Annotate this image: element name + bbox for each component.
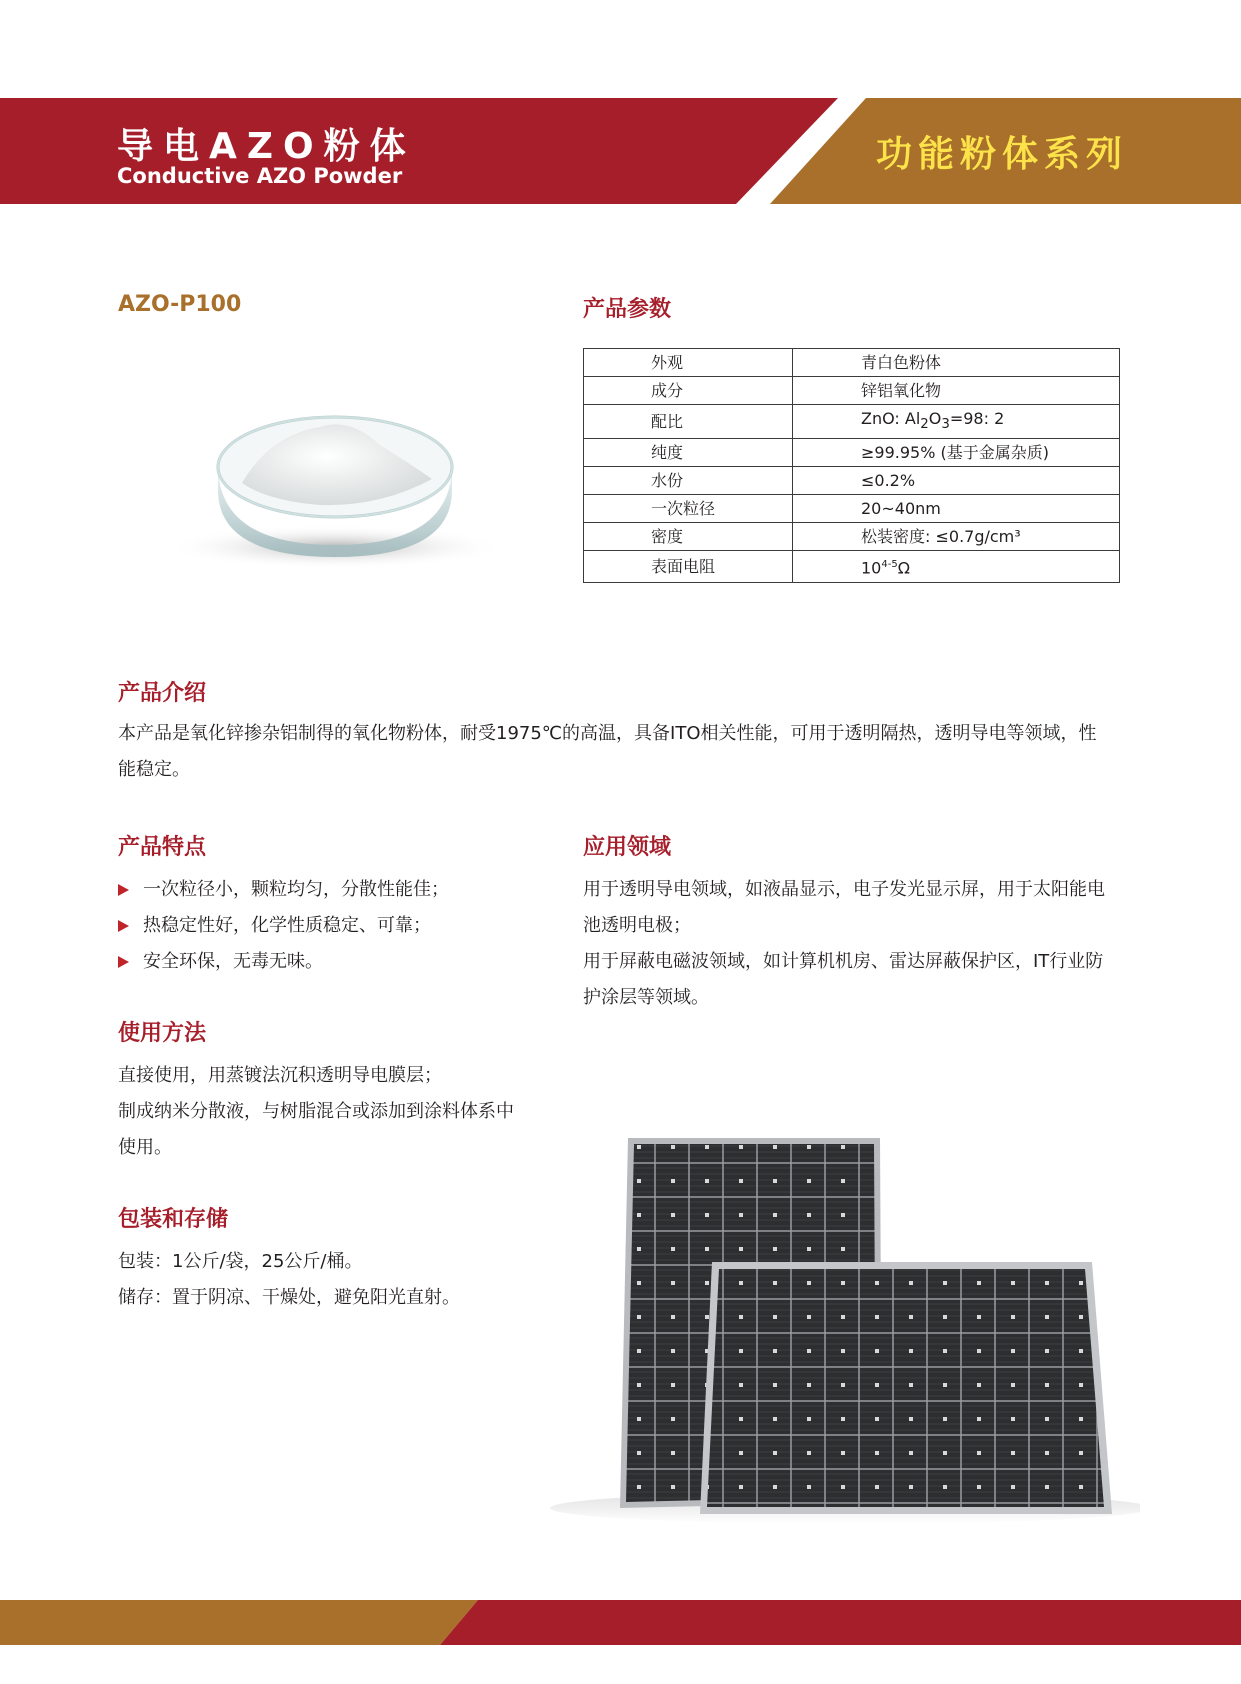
list-item: 安全环保，无毒无味。 [118, 944, 449, 980]
list-item: 热稳定性好，化学性质稳定、可靠； [118, 908, 449, 944]
param-value: ZnO: $Al_2O_3=98$: 2 [793, 405, 1120, 439]
table-row [584, 467, 1120, 495]
applications-title: 应用领域 [583, 835, 672, 860]
param-key: 一次粒径 [584, 495, 793, 523]
param-value: 20~40nm [793, 495, 1120, 523]
table-row [584, 377, 1120, 405]
param-value: ≤0.2% [793, 467, 1120, 495]
param-value: 松装密度: ≤0.7g/cm³ [793, 523, 1120, 551]
intro-title: 产品介绍 [118, 681, 207, 706]
arrow-bullet-icon [118, 920, 129, 932]
param-key: 水份 [584, 467, 793, 495]
param-key: 外观 [584, 349, 793, 377]
param-value: ≥99.95% (基于金属杂质) [793, 439, 1120, 467]
table-row [584, 405, 1120, 439]
product-model: AZO-P100 [118, 292, 242, 317]
arrow-bullet-icon [118, 956, 129, 968]
table-row [584, 439, 1120, 467]
usage-text: 直接使用，用蒸镀法沉积透明导电膜层； 制成纳米分散液，与树脂混合或添加到涂料体系中 使用。 [118, 1065, 514, 1158]
table-row [584, 551, 1120, 582]
table-row [584, 495, 1120, 523]
param-value: 青白色粉体 [793, 349, 1120, 377]
usage-title: 使用方法 [118, 1021, 207, 1046]
storage-title: 包装和存储 [118, 1207, 229, 1232]
header-series: 功能粉体系列 [876, 134, 1129, 175]
footer-band [0, 1600, 1241, 1645]
param-key: 密度 [584, 523, 793, 551]
list-item: 一次粒径小，颗粒均匀，分散性能佳； [118, 872, 449, 908]
param-key: 成分 [584, 377, 793, 405]
param-key: 配比 [584, 405, 793, 439]
features-list [118, 872, 449, 980]
table-row [584, 523, 1120, 551]
features-title: 产品特点 [118, 835, 207, 860]
solar-panels-icon [520, 1130, 1140, 1530]
applications-text: 用于透明导电领域，如液晶显示，电子发光显示屏，用于太阳能电 池透明电极； 用于屏蔽电磁波领域，如计算机机房、雷达屏蔽保护区，IT行业防 护涂层等领域。 [583, 879, 1105, 1008]
params-table [583, 348, 1120, 583]
param-key: 表面电阻 [584, 551, 793, 582]
header-title-en: Conductive AZO Powder [117, 164, 403, 188]
intro-text: 本产品是氧化锌掺杂铝制得的氧化物粉体，耐受1975℃的高温，具备ITO相关性能，可用于透明隔热，透明导电等领域，性 能稳定。 [118, 723, 1097, 780]
header-title-zh: 导电AZO粉体 [117, 126, 416, 167]
storage-text: 包装：1公斤/袋，25公斤/桶。 储存：置于阴凉、干燥处，避免阳光直射。 [118, 1251, 460, 1308]
params-title: 产品参数 [583, 297, 672, 322]
arrow-bullet-icon [118, 884, 129, 896]
powder-dish-icon [150, 395, 510, 585]
table-row [584, 349, 1120, 377]
param-value: 锌铝氧化物 [793, 377, 1120, 405]
param-key: 纯度 [584, 439, 793, 467]
param-value: 10$^{4-5}$Ω [793, 551, 1120, 582]
